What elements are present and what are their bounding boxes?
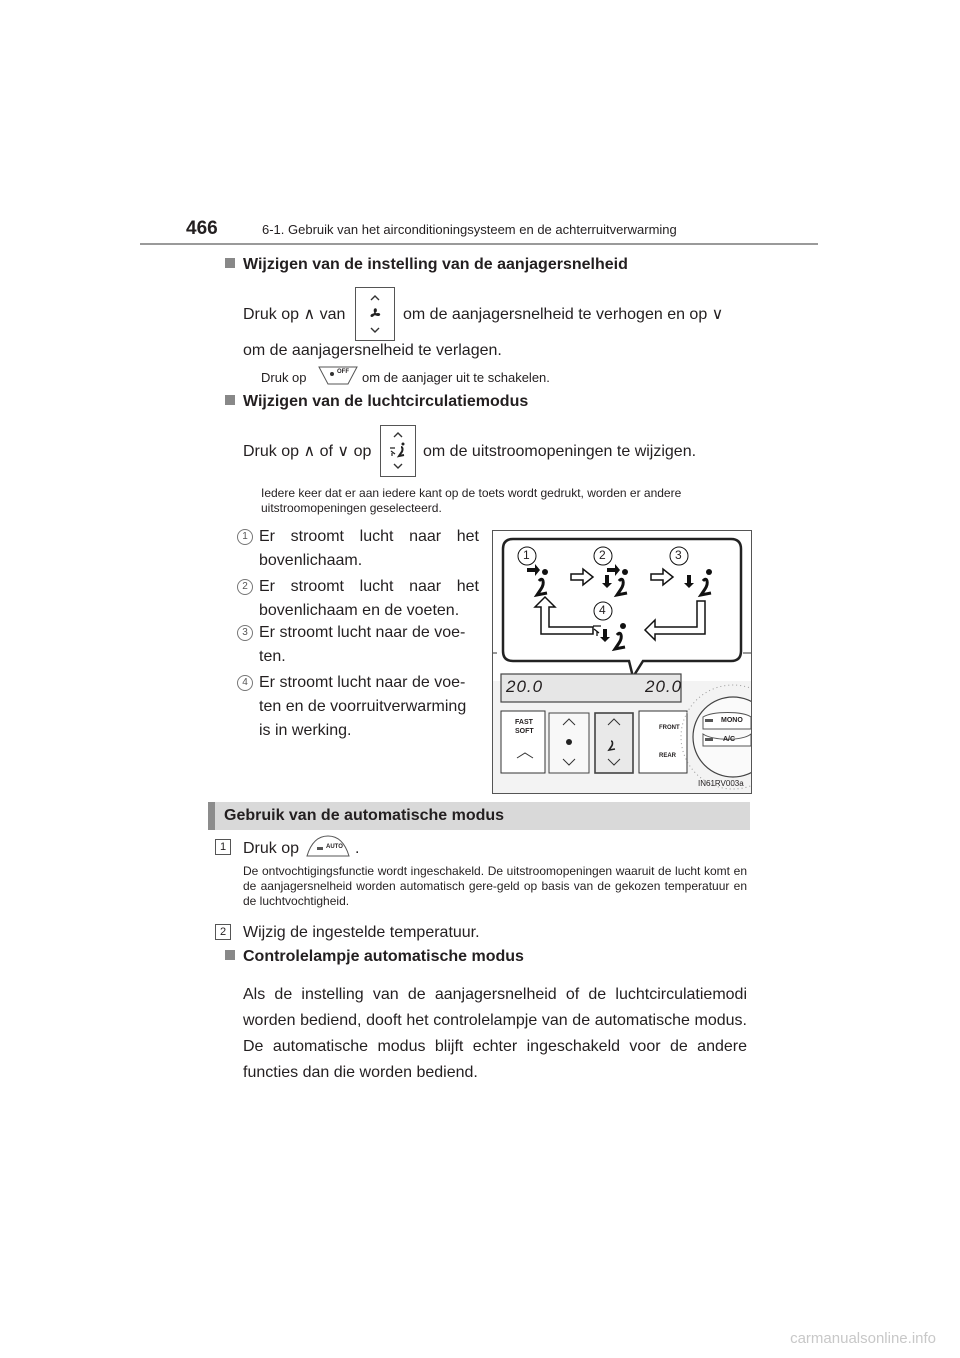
fan-off-label: OFF [337,369,349,375]
square-bullet-icon [225,395,235,405]
mode-number: 4 [237,675,253,691]
square-bullet-icon [225,950,235,960]
fan-speed-heading: Wijzigen van de instelling van de aanjagersnelheid [225,256,628,274]
airflow-button-image [380,425,416,477]
fan-off-note-a: Druk op [261,370,307,385]
rear-label: REAR [659,753,677,759]
header-rule [140,243,818,245]
mode-text: Er stroomt lucht naar het bovenlichaam. [259,528,479,569]
mode-number: 1 [237,529,253,545]
airflow-text-a: Druk op ∧ of ∨ op [243,443,372,460]
fan-updown-icon [356,288,394,340]
figure-callout-2: 2 [599,548,606,562]
fan-off-button-image [318,366,358,386]
mode-text: Er stroomt lucht naar de voe-ten en de voorruitverwarming is in werking. [259,674,467,739]
indicator-heading: Controlelampje automatische modus [225,948,524,966]
airflow-heading: Wijzigen van de luchtcirculatiemodus [225,393,528,411]
fan-speed-button-image [355,287,395,341]
fan-speed-text-b: om de aanjagersnelheid te verhogen en op ∨ [403,306,724,323]
step-1-note: De ontvochtigingsfunctie wordt ingeschakeld. De uitstroomopeningen waaruit de lucht komt en de aanjagersnelheid worden automatisch gere-geld op basis van de gekozen temperatuur en de luchtvochtigheid. [243,864,747,908]
mode-list [237,525,479,741]
indicator-text: Als de instelling van de aanjagersnelheid of de luchtcirculatiemodi worden bediend, dooft het controlelampje van de automatische modus. De automatische modus blijft echter ingeschakeld voor de andere functies dan die worden bediend. [243,986,747,1081]
mode-text: Er stroomt lucht naar de voe-ten. [259,624,466,665]
auto-button-image [305,834,351,858]
auto-label: AUTO [326,844,343,850]
step-1-text-a: Druk op [243,840,300,857]
running-title: 6-1. Gebruik van het airconditioningsysteem en de achterruitverwarming [262,222,677,237]
front-label: FRONT [659,725,680,731]
auto-mode-title: Gebruik van de automatische modus [224,807,505,824]
airflow-updown-icon [381,426,415,476]
climate-panel-drawing [493,531,751,793]
climate-panel-figure [492,530,752,794]
page-number: 466 [186,218,218,239]
fan-speed-text-a: Druk op ∧ van [243,306,346,323]
figure-callout-3: 3 [675,548,682,562]
airflow-note: Iedere keer dat er aan iedere kant op de toets wordt gedrukt, worden er andere uitstroomopeningen geselecteerd. [261,486,682,515]
watermark: carmanualsonline.info [790,1330,936,1347]
mode-number: 2 [237,579,253,595]
display-temp-left: 20.0 [506,677,544,696]
mode-item-1 [237,525,479,575]
display-temp-right: 20.0 [645,677,683,696]
soft-label: SOFT [515,728,534,735]
square-bullet-icon [225,258,235,268]
auto-mode-section-bar [208,802,750,830]
mode-item-4 [237,671,479,741]
step-2-text: Wijzig de ingestelde temperatuur. [243,924,480,941]
figure-callout-1: 1 [523,548,530,562]
step-1-text-b: . [355,840,360,857]
mode-number: 3 [237,625,253,641]
figure-code: IN61RV003a [698,779,744,788]
fan-off-note-b: om de aanjager uit te schakelen. [362,370,550,385]
fast-label: FAST [515,719,533,726]
figure-callout-4: 4 [599,603,606,617]
fan-speed-text-c: om de aanjagersnelheid te verlagen. [243,342,502,359]
mode-text: Er stroomt lucht naar het bovenlichaam en de voeten. [259,578,479,619]
step-1-number: 1 [215,839,231,855]
mode-item-3 [237,621,479,671]
airflow-text-b: om de uitstroomopeningen te wijzigen. [423,443,697,460]
step-2-number: 2 [215,924,231,940]
mono-label: MONO [721,717,743,724]
ac-label: A/C [723,736,736,743]
mode-item-2 [237,575,479,621]
